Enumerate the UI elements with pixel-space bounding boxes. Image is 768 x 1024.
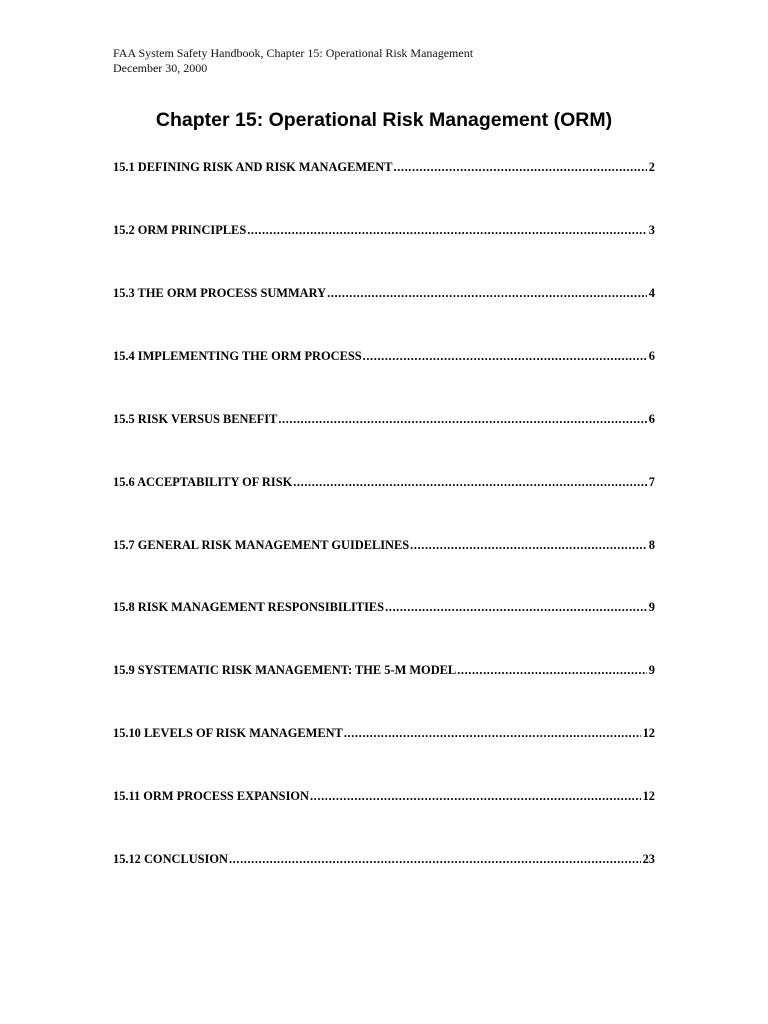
toc-page-number: 6: [648, 349, 655, 363]
toc-page-number: 2: [648, 160, 655, 174]
toc-entry-label: 15.5 RISK VERSUS BENEFIT: [113, 412, 278, 426]
toc-dot-leader: [278, 411, 646, 427]
toc-page-number: 8: [648, 538, 655, 552]
toc-page-number: 12: [642, 789, 655, 803]
toc-dot-leader: [410, 537, 647, 553]
toc-entry-15-11[interactable]: [113, 788, 655, 804]
toc-entry-label: 15.12 CONCLUSION: [113, 852, 228, 866]
toc-page-number: 23: [642, 852, 655, 866]
toc-dot-leader: [293, 474, 647, 490]
toc-entry-label: 15.2 ORM PRINCIPLES: [113, 223, 247, 237]
toc-dot-leader: [394, 159, 647, 175]
toc-dot-leader: [385, 599, 647, 615]
toc-entry-label: 15.1 DEFINING RISK AND RISK MANAGEMENT: [113, 160, 393, 174]
toc-entry-15-2[interactable]: [113, 222, 655, 238]
toc-entry-label: 15.10 LEVELS OF RISK MANAGEMENT: [113, 726, 343, 740]
toc-entry-label: 15.4 IMPLEMENTING THE ORM PROCESS: [113, 349, 362, 363]
toc-entry-label: 15.7 GENERAL RISK MANAGEMENT GUIDELINES: [113, 538, 410, 552]
toc-entry-15-10[interactable]: [113, 725, 655, 741]
toc-page-number: 7: [648, 475, 655, 489]
toc-entry-15-9[interactable]: [113, 662, 655, 678]
toc-page-number: 6: [648, 412, 655, 426]
toc-dot-leader: [457, 662, 647, 678]
toc-entry-15-12[interactable]: [113, 851, 655, 867]
toc-entry-label: 15.3 THE ORM PROCESS SUMMARY: [113, 286, 327, 300]
toc-entry-label: 15.9 SYSTEMATIC RISK MANAGEMENT: THE 5-M MODEL: [113, 663, 457, 677]
running-header: [113, 46, 473, 76]
toc-dot-leader: [327, 285, 647, 301]
chapter-title: Chapter 15: Operational Risk Management (ORM): [155, 109, 613, 131]
toc-dot-leader: [229, 851, 641, 867]
toc-entry-15-8[interactable]: [113, 599, 655, 615]
toc-entry-15-7[interactable]: [113, 537, 655, 553]
toc-entry-label: 15.6 ACCEPTABILITY OF RISK: [113, 475, 293, 489]
toc-dot-leader: [310, 788, 641, 804]
toc-entry-15-4[interactable]: [113, 348, 655, 364]
toc-entry-15-1[interactable]: [113, 159, 655, 175]
toc-dot-leader: [363, 348, 647, 364]
toc-entry-15-3[interactable]: [113, 285, 655, 301]
toc-entry-label: 15.11 ORM PROCESS EXPANSION: [113, 789, 309, 803]
toc-dot-leader: [247, 222, 647, 238]
toc-entry-label: 15.8 RISK MANAGEMENT RESPONSIBILITIES: [113, 600, 385, 614]
toc-dot-leader: [344, 725, 641, 741]
header-title-line: FAA System Safety Handbook, Chapter 15: Operational Risk Management: [113, 46, 474, 60]
toc-page-number: 9: [648, 663, 655, 677]
toc-page-number: 12: [642, 726, 655, 740]
toc-page-number: 9: [648, 600, 655, 614]
header-date-line: December 30, 2000: [113, 61, 208, 75]
toc-entry-15-6[interactable]: [113, 474, 655, 490]
toc-entry-15-5[interactable]: [113, 411, 655, 427]
toc-page-number: 3: [648, 223, 655, 237]
toc-page-number: 4: [648, 286, 655, 300]
